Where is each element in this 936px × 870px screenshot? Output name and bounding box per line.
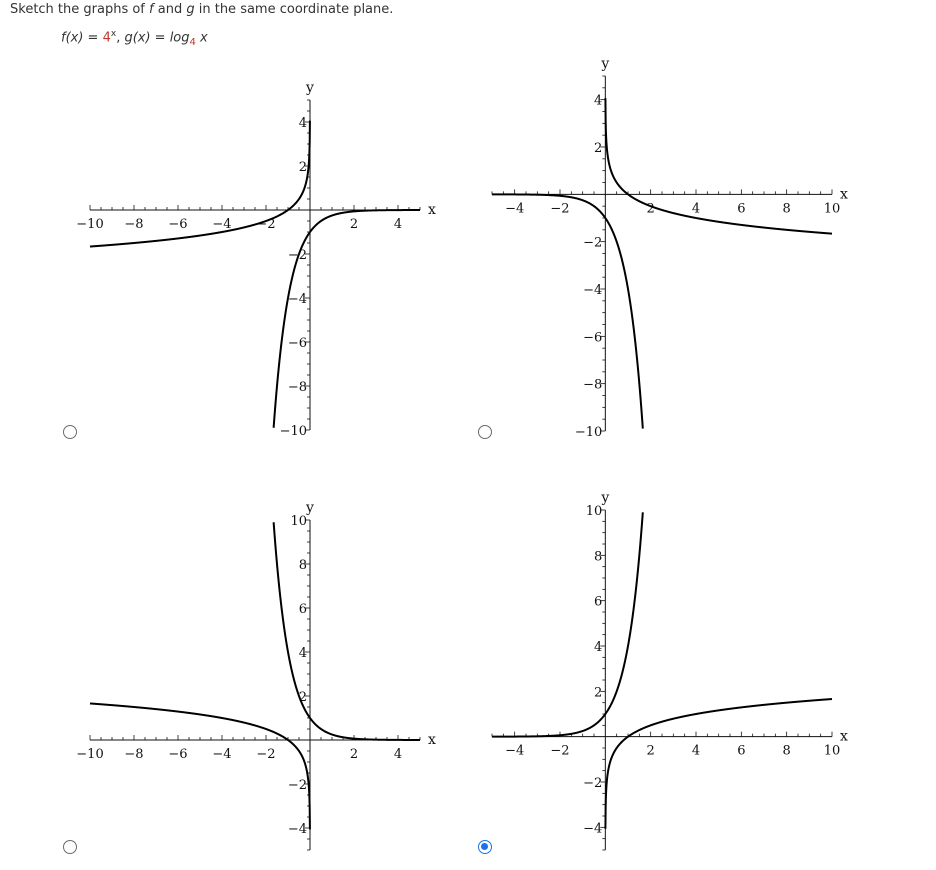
x-tick-label: 2 <box>646 201 655 217</box>
question-prompt <box>10 2 393 17</box>
y-tick-label: 10 <box>585 504 603 519</box>
y-axis-label: y <box>306 80 314 96</box>
y-tick-label: 6 <box>594 594 603 610</box>
x-tick-label: 4 <box>691 743 701 759</box>
x-tick-label: 6 <box>737 201 746 217</box>
y-tick-label: −4 <box>287 822 307 837</box>
y-tick-label: −4 <box>583 283 603 298</box>
y-tick-label: −2 <box>583 235 603 251</box>
prompt-f: f <box>149 2 154 17</box>
exponential-curve <box>492 194 643 428</box>
x-tick-label: −2 <box>550 201 570 217</box>
x-axis-label: x <box>428 732 436 748</box>
y-tick-label: 2 <box>298 690 307 705</box>
x-tick-label: −10 <box>76 747 104 762</box>
graph-option-d <box>470 490 870 870</box>
y-tick-label: −10 <box>279 424 307 439</box>
logarithmic-curve <box>90 703 310 829</box>
x-axis-label: x <box>840 186 848 203</box>
x-tick-label: −4 <box>212 747 232 762</box>
y-tick-label: 8 <box>298 558 307 573</box>
x-tick-label: −8 <box>124 747 144 762</box>
x-axis-label: x <box>840 728 848 745</box>
y-tick-label: −4 <box>287 292 307 307</box>
logarithmic-curve <box>605 699 832 829</box>
prompt-text: Sketch the graphs of <box>10 2 150 17</box>
y-tick-label: 4 <box>594 93 603 109</box>
prompt-text: in the same coordinate plane. <box>194 2 394 17</box>
g-argument: x <box>195 30 208 46</box>
x-tick-label: −8 <box>124 217 144 232</box>
x-tick-label: −4 <box>505 743 525 759</box>
x-axis-label: x <box>428 202 436 218</box>
y-tick-label: 6 <box>298 602 307 617</box>
option-a-radio[interactable] <box>63 425 77 439</box>
x-tick-label: −4 <box>505 201 525 217</box>
logarithmic-curve <box>90 121 310 247</box>
y-tick-label: −6 <box>583 330 603 346</box>
separator: , <box>116 30 125 46</box>
x-tick-label: 4 <box>691 201 701 217</box>
x-tick-label: 2 <box>349 747 359 762</box>
y-tick-label: −4 <box>583 821 603 837</box>
y-tick-label: 4 <box>298 646 307 661</box>
g-lhs: g(x) = log <box>124 30 190 46</box>
f-exponent: x <box>110 29 117 39</box>
logarithmic-curve <box>605 98 832 234</box>
x-tick-label: 6 <box>737 743 746 759</box>
graph-option-c <box>60 490 460 870</box>
y-axis-label: y <box>601 490 610 506</box>
exponential-curve <box>492 512 643 736</box>
option-b-radio[interactable] <box>478 425 492 439</box>
x-tick-label: −6 <box>168 217 188 232</box>
y-axis-label: y <box>306 500 314 516</box>
y-tick-label: −2 <box>583 776 603 791</box>
function-definitions <box>61 29 208 48</box>
option-d-radio[interactable] <box>478 840 492 854</box>
f-lhs: f(x) = <box>61 30 103 46</box>
prompt-text: and <box>153 2 187 17</box>
exponential-curve <box>274 522 420 740</box>
y-tick-label: 2 <box>594 685 603 701</box>
x-tick-label: 4 <box>393 217 403 232</box>
x-tick-label: −6 <box>168 747 188 762</box>
prompt-g: g <box>186 2 195 17</box>
y-tick-label: 4 <box>298 116 307 131</box>
y-tick-label: −6 <box>287 336 307 351</box>
x-tick-label: −2 <box>550 743 570 759</box>
x-tick-label: 4 <box>393 747 403 762</box>
y-tick-label: 4 <box>594 640 603 655</box>
exponential-curve <box>274 210 420 428</box>
y-tick-label: −8 <box>583 377 603 393</box>
x-tick-label: 10 <box>823 743 841 759</box>
graph-option-a <box>60 60 460 440</box>
y-tick-label: 8 <box>594 549 603 565</box>
y-tick-label: −8 <box>287 380 307 395</box>
y-tick-label: 2 <box>594 141 603 156</box>
y-axis-label: y <box>601 56 610 72</box>
x-tick-label: 2 <box>349 217 359 232</box>
f-base: 4 <box>102 30 111 46</box>
y-tick-label: −2 <box>287 778 307 793</box>
y-tick-label: 10 <box>290 514 307 529</box>
g-log-base: 4 <box>189 36 196 48</box>
x-tick-label: −10 <box>76 217 104 232</box>
option-c-radio[interactable] <box>63 840 77 854</box>
x-tick-label: 8 <box>782 201 791 217</box>
graph-option-b <box>470 56 870 440</box>
y-tick-label: −2 <box>287 248 307 263</box>
x-tick-label: −2 <box>256 747 276 762</box>
y-tick-label: −10 <box>574 425 603 440</box>
y-tick-label: 2 <box>298 160 307 175</box>
x-tick-label: −2 <box>256 217 276 232</box>
x-tick-label: 10 <box>823 201 841 217</box>
x-tick-label: −4 <box>212 217 232 232</box>
x-tick-label: 8 <box>782 743 791 759</box>
x-tick-label: 2 <box>646 743 655 759</box>
